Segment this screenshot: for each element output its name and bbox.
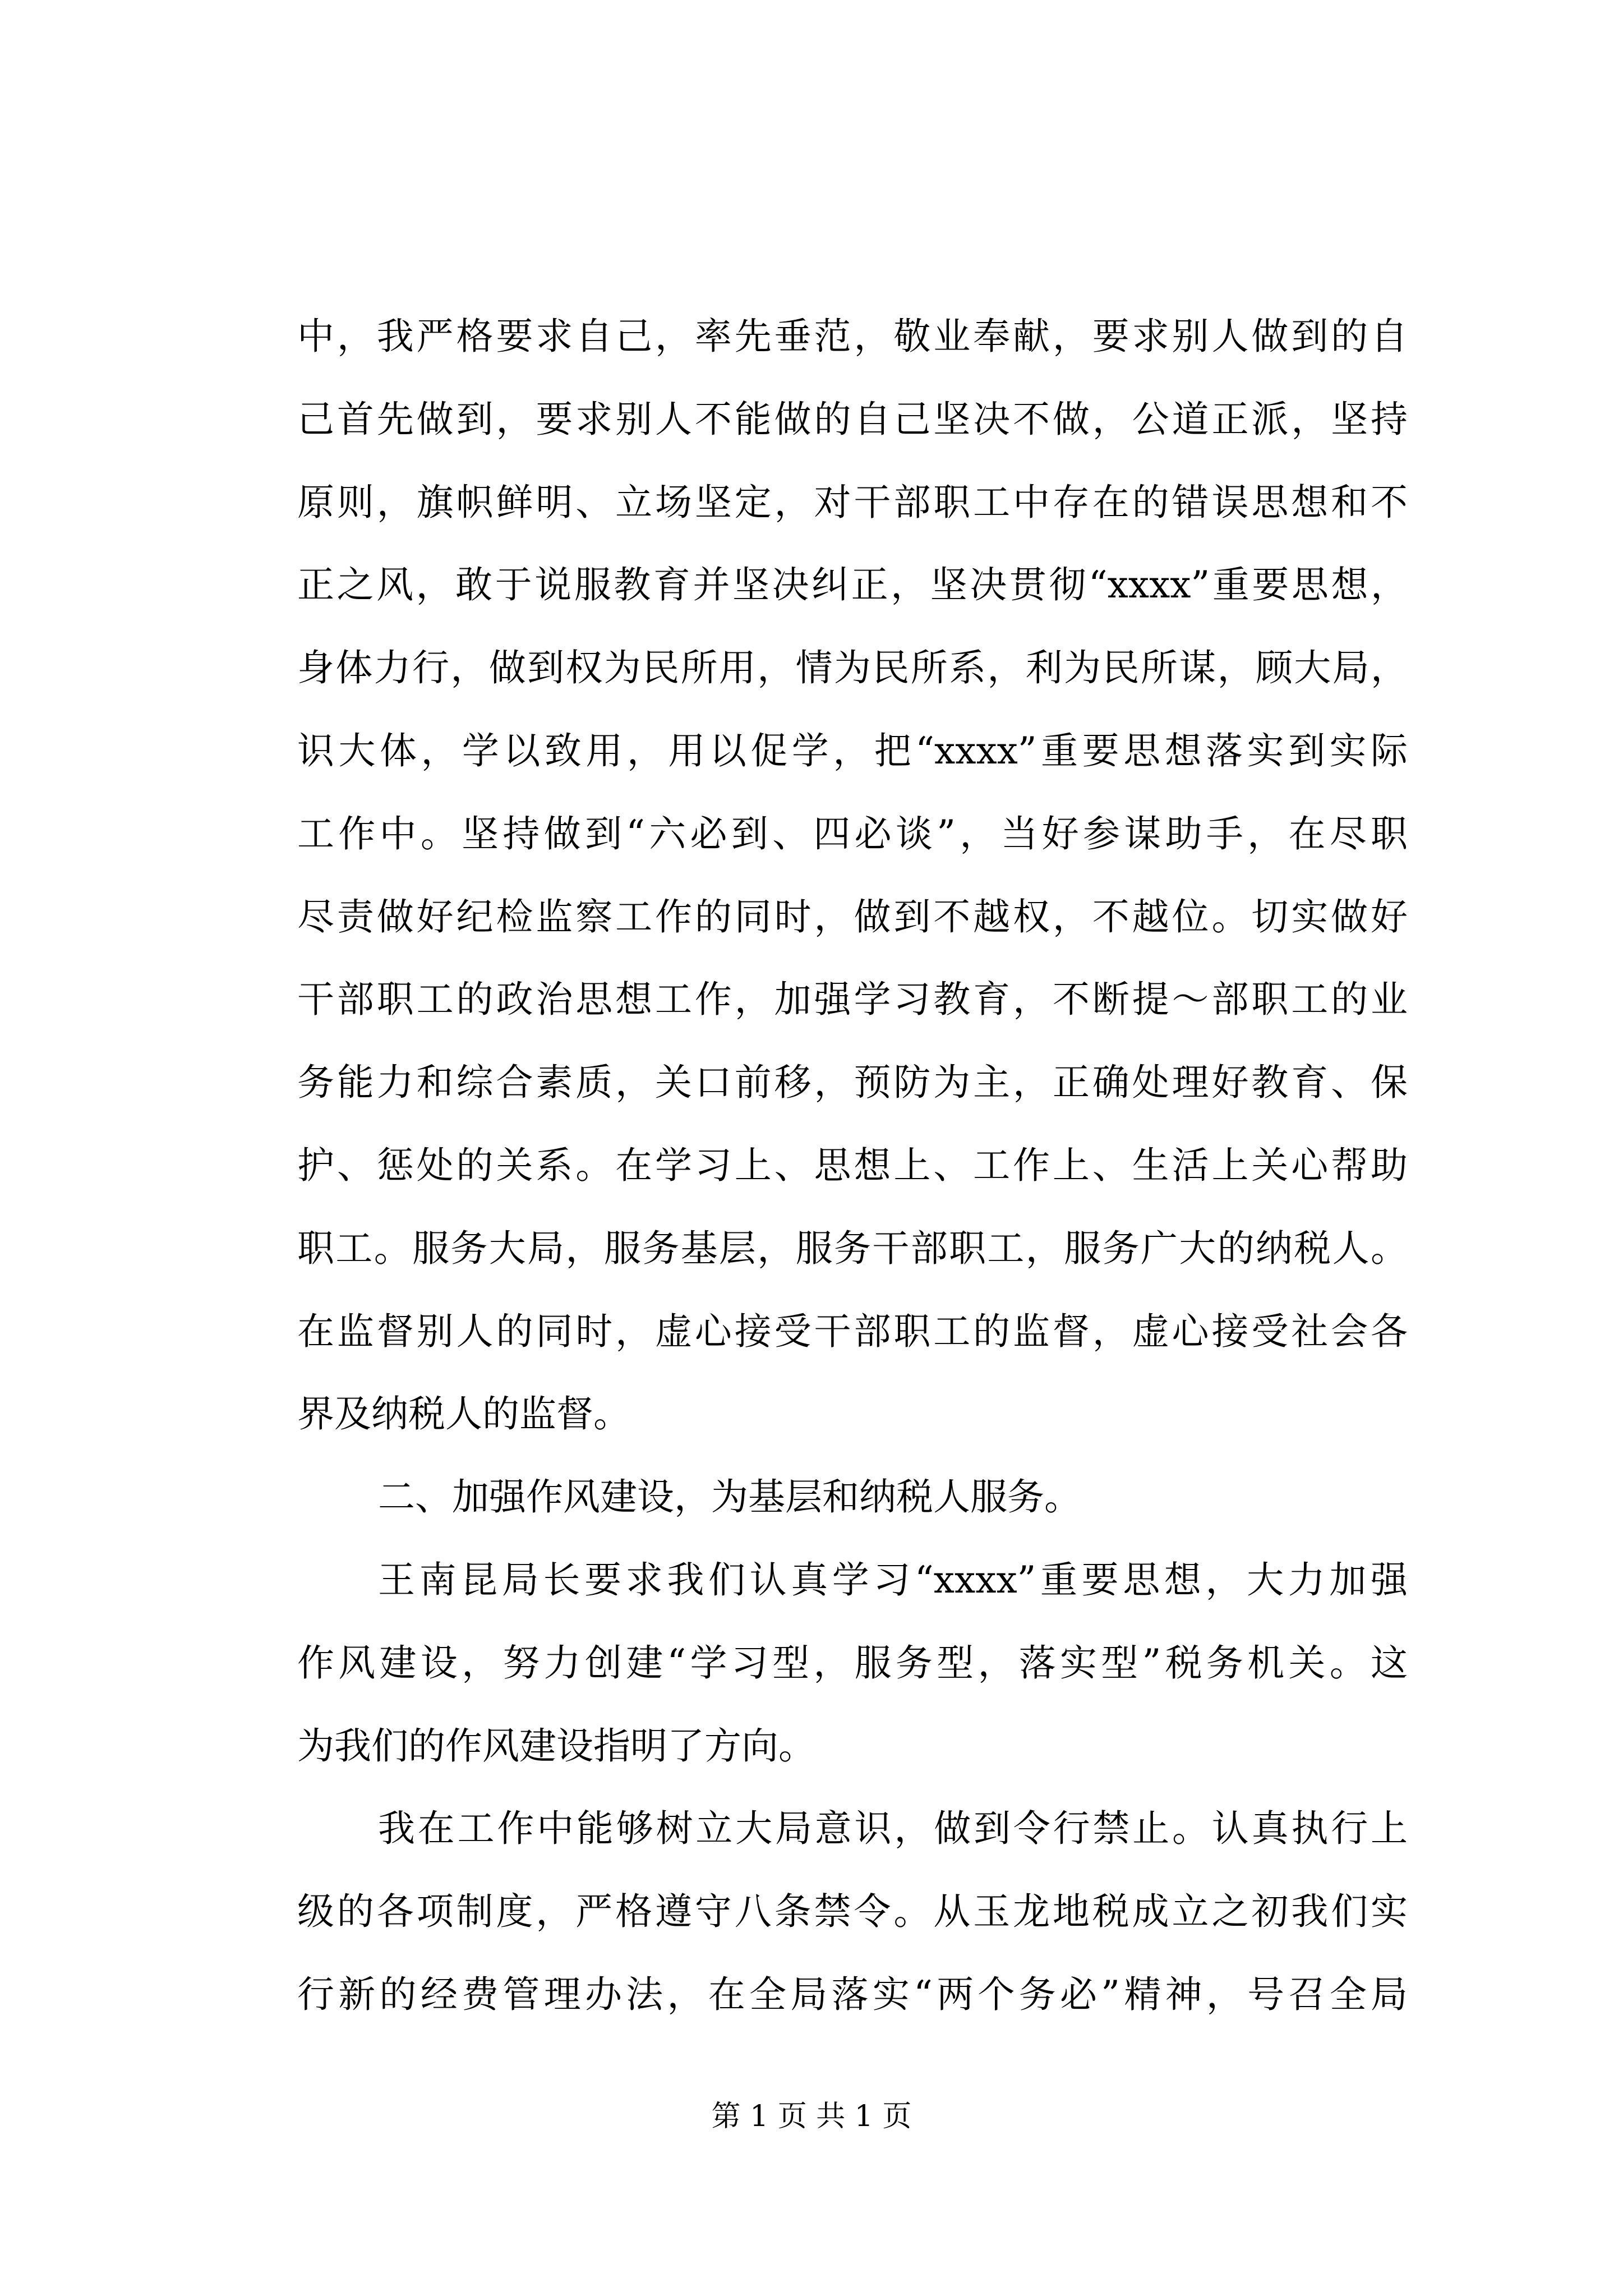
- text-line: 为我们的作风建设指明了方向。: [297, 1724, 815, 1768]
- text-line: 护、惩处的关系。在学习上、思想上、工作上、生活上关心帮助: [297, 1143, 1408, 1187]
- text-line: 职工。服务大局，服务基层，服务干部职工，服务广大的纳税人。: [297, 1226, 1408, 1270]
- text-line: 身体力行，做到权为民所用，情为民所系，利为民所谋，顾大局，: [297, 646, 1408, 690]
- text-line: 识大体，学以致用，用以促学，把“xxxx”重要思想落实到实际: [297, 729, 1408, 772]
- text-line: 级的各项制度，严格遵守八条禁令。从玉龙地税成立之初我们实: [297, 1890, 1408, 1934]
- paragraph: [297, 295, 1408, 1456]
- text-line: 干部职工的政治思想工作，加强学习教育，不断提～部职工的业: [297, 978, 1408, 1022]
- text-line: 二、加强作风建设，为基层和纳税人服务。: [378, 1475, 1081, 1519]
- document-body: [297, 295, 1408, 2036]
- text-line: 尽责做好纪检监察工作的同时，做到不越权，不越位。切实做好: [297, 895, 1408, 938]
- text-line: 务能力和综合素质，关口前移，预防为主，正确处理好教育、保: [297, 1061, 1408, 1105]
- text-line: 正之风，敢于说服教育并坚决纠正，坚决贯彻“xxxx”重要思想，: [297, 563, 1408, 607]
- text-line: 在监督别人的同时，虚心接受干部职工的监督，虚心接受社会各: [297, 1309, 1408, 1353]
- text-line: 己首先做到，要求别人不能做的自己坚决不做，公道正派，坚持: [297, 397, 1408, 441]
- paragraph: [297, 1539, 1408, 1787]
- paragraph: [297, 1787, 1408, 2036]
- text-line: 界及纳税人的监督。: [297, 1392, 630, 1436]
- section-heading: [297, 1456, 1408, 1539]
- text-line: 王南昆局长要求我们认真学习“xxxx”重要思想，大力加强: [378, 1558, 1408, 1602]
- text-line: 工作中。坚持做到“六必到、四必谈”，当好参谋助手，在尽职: [297, 812, 1408, 855]
- text-line: 原则，旗帜鲜明、立场坚定，对干部职工中存在的错误思想和不: [297, 480, 1408, 524]
- page-footer: 第 1 页 共 1 页: [711, 2100, 912, 2133]
- text-line: 我在工作中能够树立大局意识，做到令行禁止。认真执行上: [378, 1807, 1408, 1851]
- text-line: 作风建设，努力创建“学习型，服务型，落实型”税务机关。这: [297, 1641, 1408, 1685]
- text-line: 中，我严格要求自己，率先垂范，敬业奉献，要求别人做到的自: [297, 315, 1408, 358]
- text-line: 行新的经费管理办法，在全局落实“两个务必”精神，号召全局: [297, 1972, 1408, 2016]
